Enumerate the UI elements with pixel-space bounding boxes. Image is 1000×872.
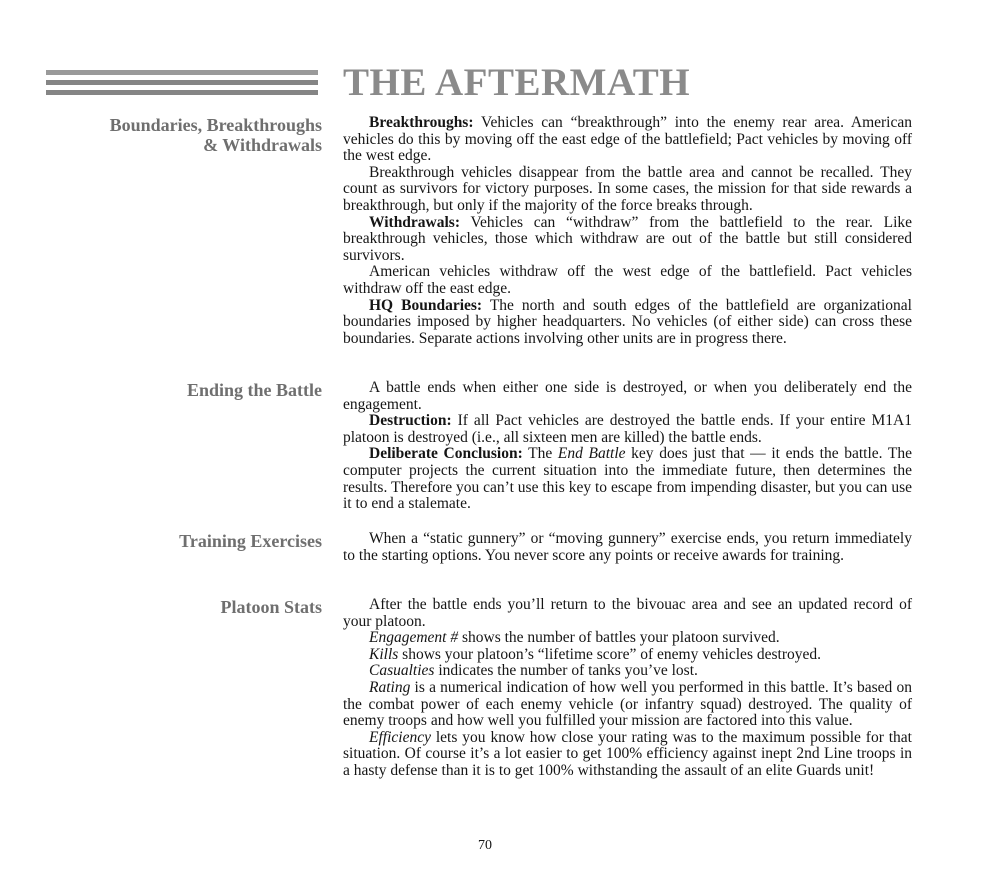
emphasis: Kills bbox=[369, 645, 399, 663]
paragraph-text: key does just that — it ends the battle. The computer projects the current situation into the immediate future, then determines the results. Therefore you can’t use this key to escape from impending disaster, but you can use it to end a stalemate. bbox=[343, 445, 912, 513]
section-body-training bbox=[343, 531, 912, 564]
section-heading-line: & Withdrawals bbox=[203, 135, 322, 155]
run-in-heading: HQ Boundaries: bbox=[369, 296, 483, 314]
section-heading-line: Boundaries, Breakthroughs bbox=[109, 115, 322, 135]
paragraph-text: Vehicles can “withdraw” from the battlefield to the rear. Like breakthrough vehicles, those which withdraw are out of the battle but still considered survivors. bbox=[343, 213, 912, 264]
section-heading-line: Training Exercises bbox=[179, 531, 322, 551]
paragraph bbox=[343, 264, 912, 297]
run-in-heading: Withdrawals: bbox=[369, 213, 461, 231]
paragraph-text: Vehicles can “breakthrough” into the enemy rear area. American vehicles do this by moving off the east edge of the battlefield; Pact vehicles by moving off the west edge. bbox=[343, 114, 912, 165]
run-in-heading: Breakthroughs: bbox=[369, 114, 474, 131]
paragraph-text: shows the number of battles your platoon survived. bbox=[458, 629, 780, 647]
paragraph-text: The bbox=[522, 445, 558, 463]
paragraph bbox=[343, 446, 912, 512]
section-heading-line: Platoon Stats bbox=[220, 597, 322, 617]
page-number: 70 bbox=[478, 838, 492, 853]
emphasis: Engagement # bbox=[369, 629, 459, 647]
page-title: THE AFTERMATH bbox=[343, 61, 691, 104]
paragraph bbox=[343, 413, 912, 446]
section-heading-training bbox=[40, 531, 322, 551]
section-body-ending bbox=[343, 380, 912, 513]
paragraph-text: If all Pact vehicles are destroyed the battle ends. If your entire M1A1 platoon is destroyed (i.e., all sixteen men are killed) the battle ends. bbox=[343, 412, 912, 446]
paragraph-text: lets you know how close your rating was to the maximum possible for that situation. Of course it’s a lot easier to get 100% efficiency against inept 2nd Line troops in a hasty defense than it is to get 100% withstanding the assault of an elite Guards unit! bbox=[343, 728, 912, 779]
paragraph bbox=[343, 597, 912, 630]
paragraph bbox=[343, 647, 912, 664]
paragraph-text: Breakthrough vehicles disappear from the battle area and cannot be recalled. They count as survivors for victory purposes. In some cases, the mission for that side rewards a breakthrough, but only if the majority of the force breaks through. bbox=[343, 163, 912, 214]
section-heading-platoon-stats bbox=[40, 597, 322, 617]
rule-line bbox=[46, 70, 318, 75]
paragraph-text: The north and south edges of the battlefield are organizational boundaries imposed by higher headquarters. No vehicles (of either side) can cross these boundaries. Separate actions involving other units are in progress there. bbox=[343, 296, 912, 347]
emphasis: Casualties bbox=[369, 662, 435, 680]
paragraph bbox=[343, 215, 912, 265]
paragraph bbox=[343, 298, 912, 348]
paragraph bbox=[343, 531, 912, 564]
section-body-boundaries bbox=[343, 115, 912, 347]
emphasis: Efficiency bbox=[369, 728, 431, 746]
paragraph bbox=[343, 115, 912, 165]
paragraph-text: shows your platoon’s “lifetime score” of enemy vehicles destroyed. bbox=[398, 645, 821, 663]
section-heading-boundaries bbox=[40, 115, 322, 155]
paragraph-text: A battle ends when either one side is destroyed, or when you deliberately end the engagement. bbox=[343, 379, 912, 413]
run-in-heading: Destruction: bbox=[369, 412, 452, 430]
rule-line bbox=[46, 90, 318, 95]
paragraph-text: indicates the number of tanks you’ve lost. bbox=[434, 662, 698, 680]
paragraph bbox=[343, 165, 912, 215]
paragraph-text: After the battle ends you’ll return to the bivouac area and see an updated record of your platoon. bbox=[343, 596, 912, 630]
emphasis: Rating bbox=[369, 678, 411, 696]
title-rules bbox=[46, 70, 318, 100]
emphasis: End Battle bbox=[557, 445, 626, 463]
section-heading-line: Ending the Battle bbox=[186, 380, 322, 400]
paragraph bbox=[343, 630, 912, 647]
paragraph bbox=[343, 663, 912, 680]
section-heading-ending bbox=[40, 380, 322, 400]
paragraph bbox=[343, 680, 912, 730]
rule-line bbox=[46, 80, 318, 85]
paragraph bbox=[343, 730, 912, 780]
paragraph bbox=[343, 380, 912, 413]
section-body-platoon-stats bbox=[343, 597, 912, 780]
paragraph-text: is a numerical indication of how well you performed in this battle. It’s based on the combat power of each enemy vehicle (or infantry squad) destroyed. The quality of enemy troops and how well you fulfilled your mission are factored into this value. bbox=[343, 678, 912, 730]
paragraph-text: When a “static gunnery” or “moving gunnery” exercise ends, you return immediately to the starting options. You never score any points or receive awards for training. bbox=[343, 530, 912, 564]
run-in-heading: Deliberate Conclusion: bbox=[369, 445, 523, 463]
paragraph-text: American vehicles withdraw off the west edge of the battlefield. Pact vehicles withdraw off the east edge. bbox=[343, 263, 912, 297]
